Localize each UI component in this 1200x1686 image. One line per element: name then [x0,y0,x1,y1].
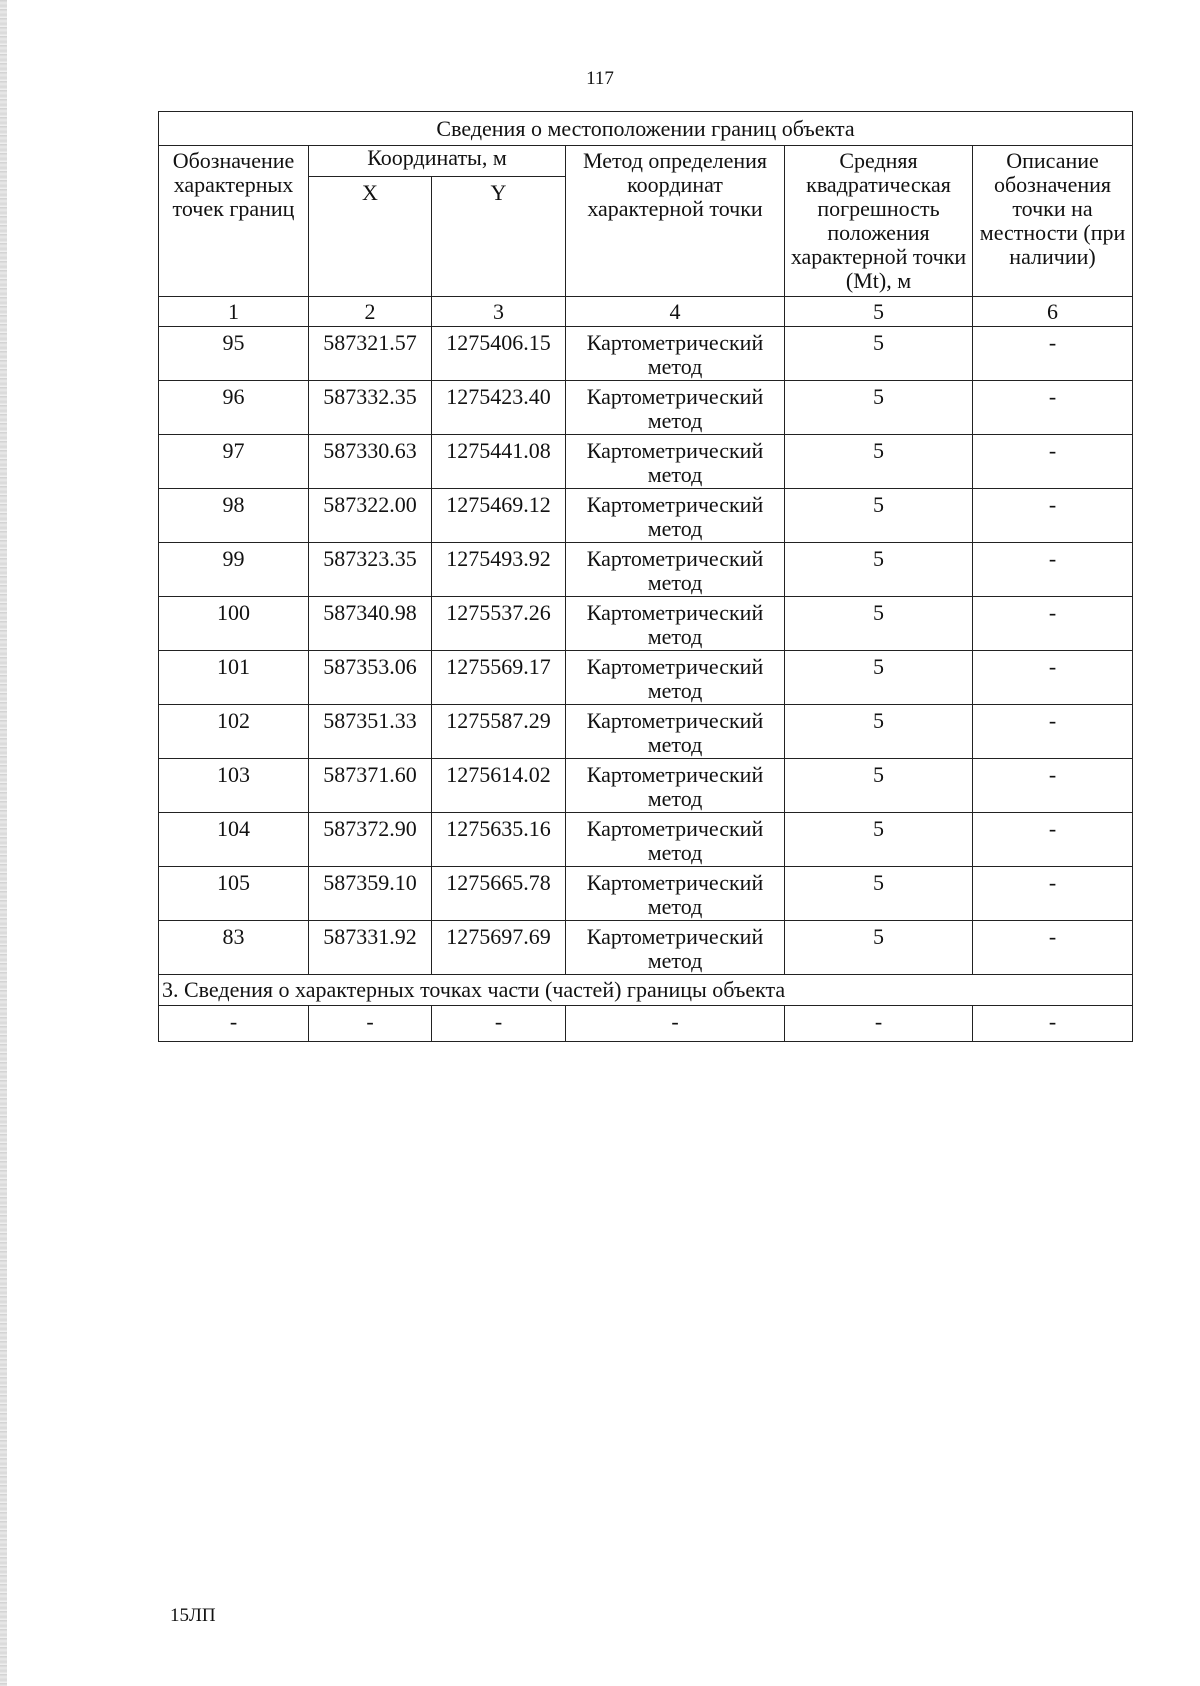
x-coordinate-cell: 587330.63 [309,435,432,489]
method-cell: Картометрический метод [566,597,785,651]
x-coordinate-cell: 587353.06 [309,651,432,705]
description-cell: - [973,813,1133,867]
description-cell: - [973,759,1133,813]
footer-code: 15ЛП [170,1605,216,1626]
accuracy-cell: 5 [785,813,973,867]
accuracy-cell: 5 [785,705,973,759]
table-row [159,597,1133,651]
y-coordinate-cell: 1275441.08 [432,435,566,489]
description-cell: - [973,597,1133,651]
table-row [159,327,1133,381]
description-cell: - [973,327,1133,381]
description-cell: - [973,381,1133,435]
table-row [159,543,1133,597]
x-coordinate-cell: 587371.60 [309,759,432,813]
x-coordinate-cell: 587321.57 [309,327,432,381]
column-number: 6 [973,297,1133,327]
y-coordinate-cell: 1275665.78 [432,867,566,921]
y-coordinate-cell: 1275469.12 [432,489,566,543]
point-number-cell: 96 [159,381,309,435]
description-cell: - [973,651,1133,705]
accuracy-cell: 5 [785,327,973,381]
header-point-designation: Обозначение характерных точек границ [159,146,309,297]
method-cell: Картометрический метод [566,759,785,813]
point-number-cell: 102 [159,705,309,759]
accuracy-cell: 5 [785,435,973,489]
description-cell: - [973,705,1133,759]
section3-cell: - [785,1006,973,1042]
section3-title: 3. Сведения о характерных точках части (частей) границы объекта [159,975,1133,1006]
y-coordinate-cell: 1275587.29 [432,705,566,759]
y-coordinate-cell: 1275537.26 [432,597,566,651]
boundary-table [158,111,1133,1042]
header-coordinates: Координаты, м [309,146,566,177]
scan-edge [0,0,7,1686]
method-cell: Картометрический метод [566,543,785,597]
column-number: 5 [785,297,973,327]
table-row [159,651,1133,705]
header-accuracy: Средняя квадратическая погрешность положения характерной точки (Mt), м [785,146,973,297]
y-coordinate-cell: 1275493.92 [432,543,566,597]
description-cell: - [973,489,1133,543]
point-number-cell: 101 [159,651,309,705]
y-coordinate-cell: 1275635.16 [432,813,566,867]
x-coordinate-cell: 587332.35 [309,381,432,435]
section3-cell: - [432,1006,566,1042]
x-coordinate-cell: 587331.92 [309,921,432,975]
method-cell: Картометрический метод [566,651,785,705]
table-row [159,867,1133,921]
section3-cell: - [566,1006,785,1042]
table-row [159,921,1133,975]
section3-title-row [159,975,1133,1006]
table-header-row [159,146,1133,177]
point-number-cell: 100 [159,597,309,651]
x-coordinate-cell: 587340.98 [309,597,432,651]
point-number-cell: 97 [159,435,309,489]
table-row [159,489,1133,543]
section3-cell: - [973,1006,1133,1042]
accuracy-cell: 5 [785,759,973,813]
x-coordinate-cell: 587322.00 [309,489,432,543]
description-cell: - [973,435,1133,489]
accuracy-cell: 5 [785,489,973,543]
column-number: 3 [432,297,566,327]
section3-row [159,1006,1133,1042]
table-row [159,813,1133,867]
column-numbers-row [159,297,1133,327]
x-coordinate-cell: 587372.90 [309,813,432,867]
y-coordinate-cell: 1275697.69 [432,921,566,975]
point-number-cell: 99 [159,543,309,597]
y-coordinate-cell: 1275614.02 [432,759,566,813]
y-coordinate-cell: 1275569.17 [432,651,566,705]
method-cell: Картометрический метод [566,705,785,759]
accuracy-cell: 5 [785,867,973,921]
accuracy-cell: 5 [785,381,973,435]
accuracy-cell: 5 [785,543,973,597]
point-number-cell: 98 [159,489,309,543]
column-number: 4 [566,297,785,327]
method-cell: Картометрический метод [566,435,785,489]
section3-cell: - [309,1006,432,1042]
y-coordinate-cell: 1275406.15 [432,327,566,381]
header-method: Метод определения координат характерной точки [566,146,785,297]
point-number-cell: 95 [159,327,309,381]
table-row [159,435,1133,489]
x-coordinate-cell: 587323.35 [309,543,432,597]
x-coordinate-cell: 587359.10 [309,867,432,921]
description-cell: - [973,921,1133,975]
table-row [159,705,1133,759]
header-description: Описание обозначения точки на местности (при наличии) [973,146,1133,297]
header-x: X [309,177,432,297]
accuracy-cell: 5 [785,921,973,975]
description-cell: - [973,867,1133,921]
table-title: Сведения о местоположении границ объекта [159,112,1133,146]
table-title-row [159,112,1133,146]
point-number-cell: 103 [159,759,309,813]
method-cell: Картометрический метод [566,381,785,435]
method-cell: Картометрический метод [566,867,785,921]
point-number-cell: 104 [159,813,309,867]
column-number: 2 [309,297,432,327]
method-cell: Картометрический метод [566,921,785,975]
table-row [159,759,1133,813]
point-number-cell: 83 [159,921,309,975]
section3-cell: - [159,1006,309,1042]
y-coordinate-cell: 1275423.40 [432,381,566,435]
page-number: 117 [586,68,614,89]
method-cell: Картометрический метод [566,327,785,381]
point-number-cell: 105 [159,867,309,921]
table-row [159,381,1133,435]
method-cell: Картометрический метод [566,813,785,867]
header-y: Y [432,177,566,297]
description-cell: - [973,543,1133,597]
method-cell: Картометрический метод [566,489,785,543]
column-number: 1 [159,297,309,327]
x-coordinate-cell: 587351.33 [309,705,432,759]
accuracy-cell: 5 [785,651,973,705]
accuracy-cell: 5 [785,597,973,651]
